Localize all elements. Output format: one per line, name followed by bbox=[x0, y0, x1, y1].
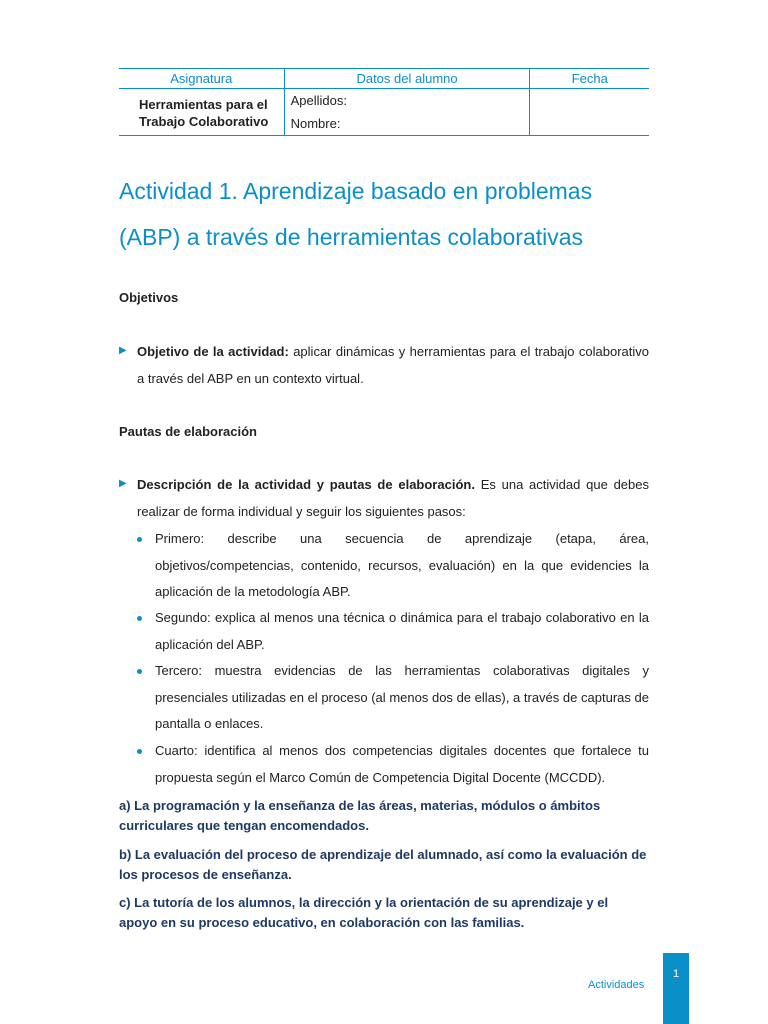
page-number: 1 bbox=[672, 968, 680, 980]
step-item: Segundo: explica al menos una técnica o dinámica para el trabajo colaborativo en la aplicación del ABP. bbox=[155, 610, 649, 652]
student-cell bbox=[284, 89, 530, 136]
activity-title-line-2: (ABP) a través de herramientas colaborativas bbox=[119, 224, 584, 250]
guidelines-text: Es una actividad que debes realizar de forma individual y seguir los siguientes pasos: bbox=[137, 477, 649, 519]
objectives-heading: Objetivos bbox=[119, 290, 179, 305]
date-cell bbox=[530, 89, 649, 136]
triangle-bullet-icon: ▶ bbox=[119, 478, 127, 489]
guidelines-heading: Pautas de elaboración bbox=[119, 424, 257, 439]
competence-item: b) La evaluación del proceso de aprendizaje del alumnado, así como la evaluación de los procesos de enseñanza. bbox=[119, 847, 647, 882]
objective-item bbox=[137, 338, 649, 392]
guidelines-item bbox=[137, 471, 649, 525]
objective-label: Objetivo de la actividad: bbox=[137, 344, 289, 359]
header-col-subject: Asignatura bbox=[119, 69, 284, 89]
header-table bbox=[119, 68, 649, 136]
step-item: Tercero: muestra evidencias de las herramientas colaborativas digitales y presenciales utilizadas en el proceso (al menos dos de ellas), a través de capturas de pantalla o enlaces. bbox=[155, 663, 649, 731]
guidelines-label: Descripción de la actividad y pautas de elaboración. bbox=[137, 477, 475, 492]
subject-cell bbox=[119, 89, 284, 136]
surname-field-label: Apellidos: bbox=[290, 93, 347, 108]
step-item: Cuarto: identifica al menos dos competencias digitales docentes que fortalece tu propuesta según el Marco Común de Competencia Digital Docente (MCCDD). bbox=[155, 743, 649, 785]
competence-item: a) La programación y la enseñanza de las áreas, materias, módulos o ámbitos curriculares que tengan encomendados. bbox=[119, 798, 601, 833]
bullet-dot-icon bbox=[137, 669, 142, 674]
subject-line-2: Trabajo Colaborativo bbox=[139, 114, 269, 129]
page-number-tab bbox=[663, 953, 689, 1024]
subject-line-1: Herramientas para el bbox=[139, 97, 268, 112]
header-col-date: Fecha bbox=[530, 69, 649, 89]
footer-section-label: Actividades bbox=[588, 979, 645, 991]
bullet-dot-icon bbox=[137, 537, 142, 542]
activity-title-line-1: Actividad 1. Aprendizaje basado en problemas bbox=[119, 178, 593, 204]
step-item: Primero: describe una secuencia de aprendizaje (etapa, área, objetivos/competencias, contenido, recursos, evaluación) en la que evidencies la aplicación de la metodología ABP. bbox=[155, 531, 649, 599]
activity-title bbox=[119, 168, 679, 260]
triangle-bullet-icon: ▶ bbox=[119, 345, 127, 356]
competence-item: c) La tutoría de los alumnos, la dirección y la orientación de su aprendizaje y el apoyo en su proceso educativo, en colaboración con las familias. bbox=[119, 895, 609, 930]
objective-text: aplicar dinámicas y herramientas para el trabajo colaborativo a través del ABP en un contexto virtual. bbox=[137, 344, 649, 386]
name-field-label: Nombre: bbox=[290, 116, 341, 131]
header-col-student: Datos del alumno bbox=[284, 69, 530, 89]
bullet-dot-icon bbox=[137, 749, 142, 754]
bullet-dot-icon bbox=[137, 616, 142, 621]
